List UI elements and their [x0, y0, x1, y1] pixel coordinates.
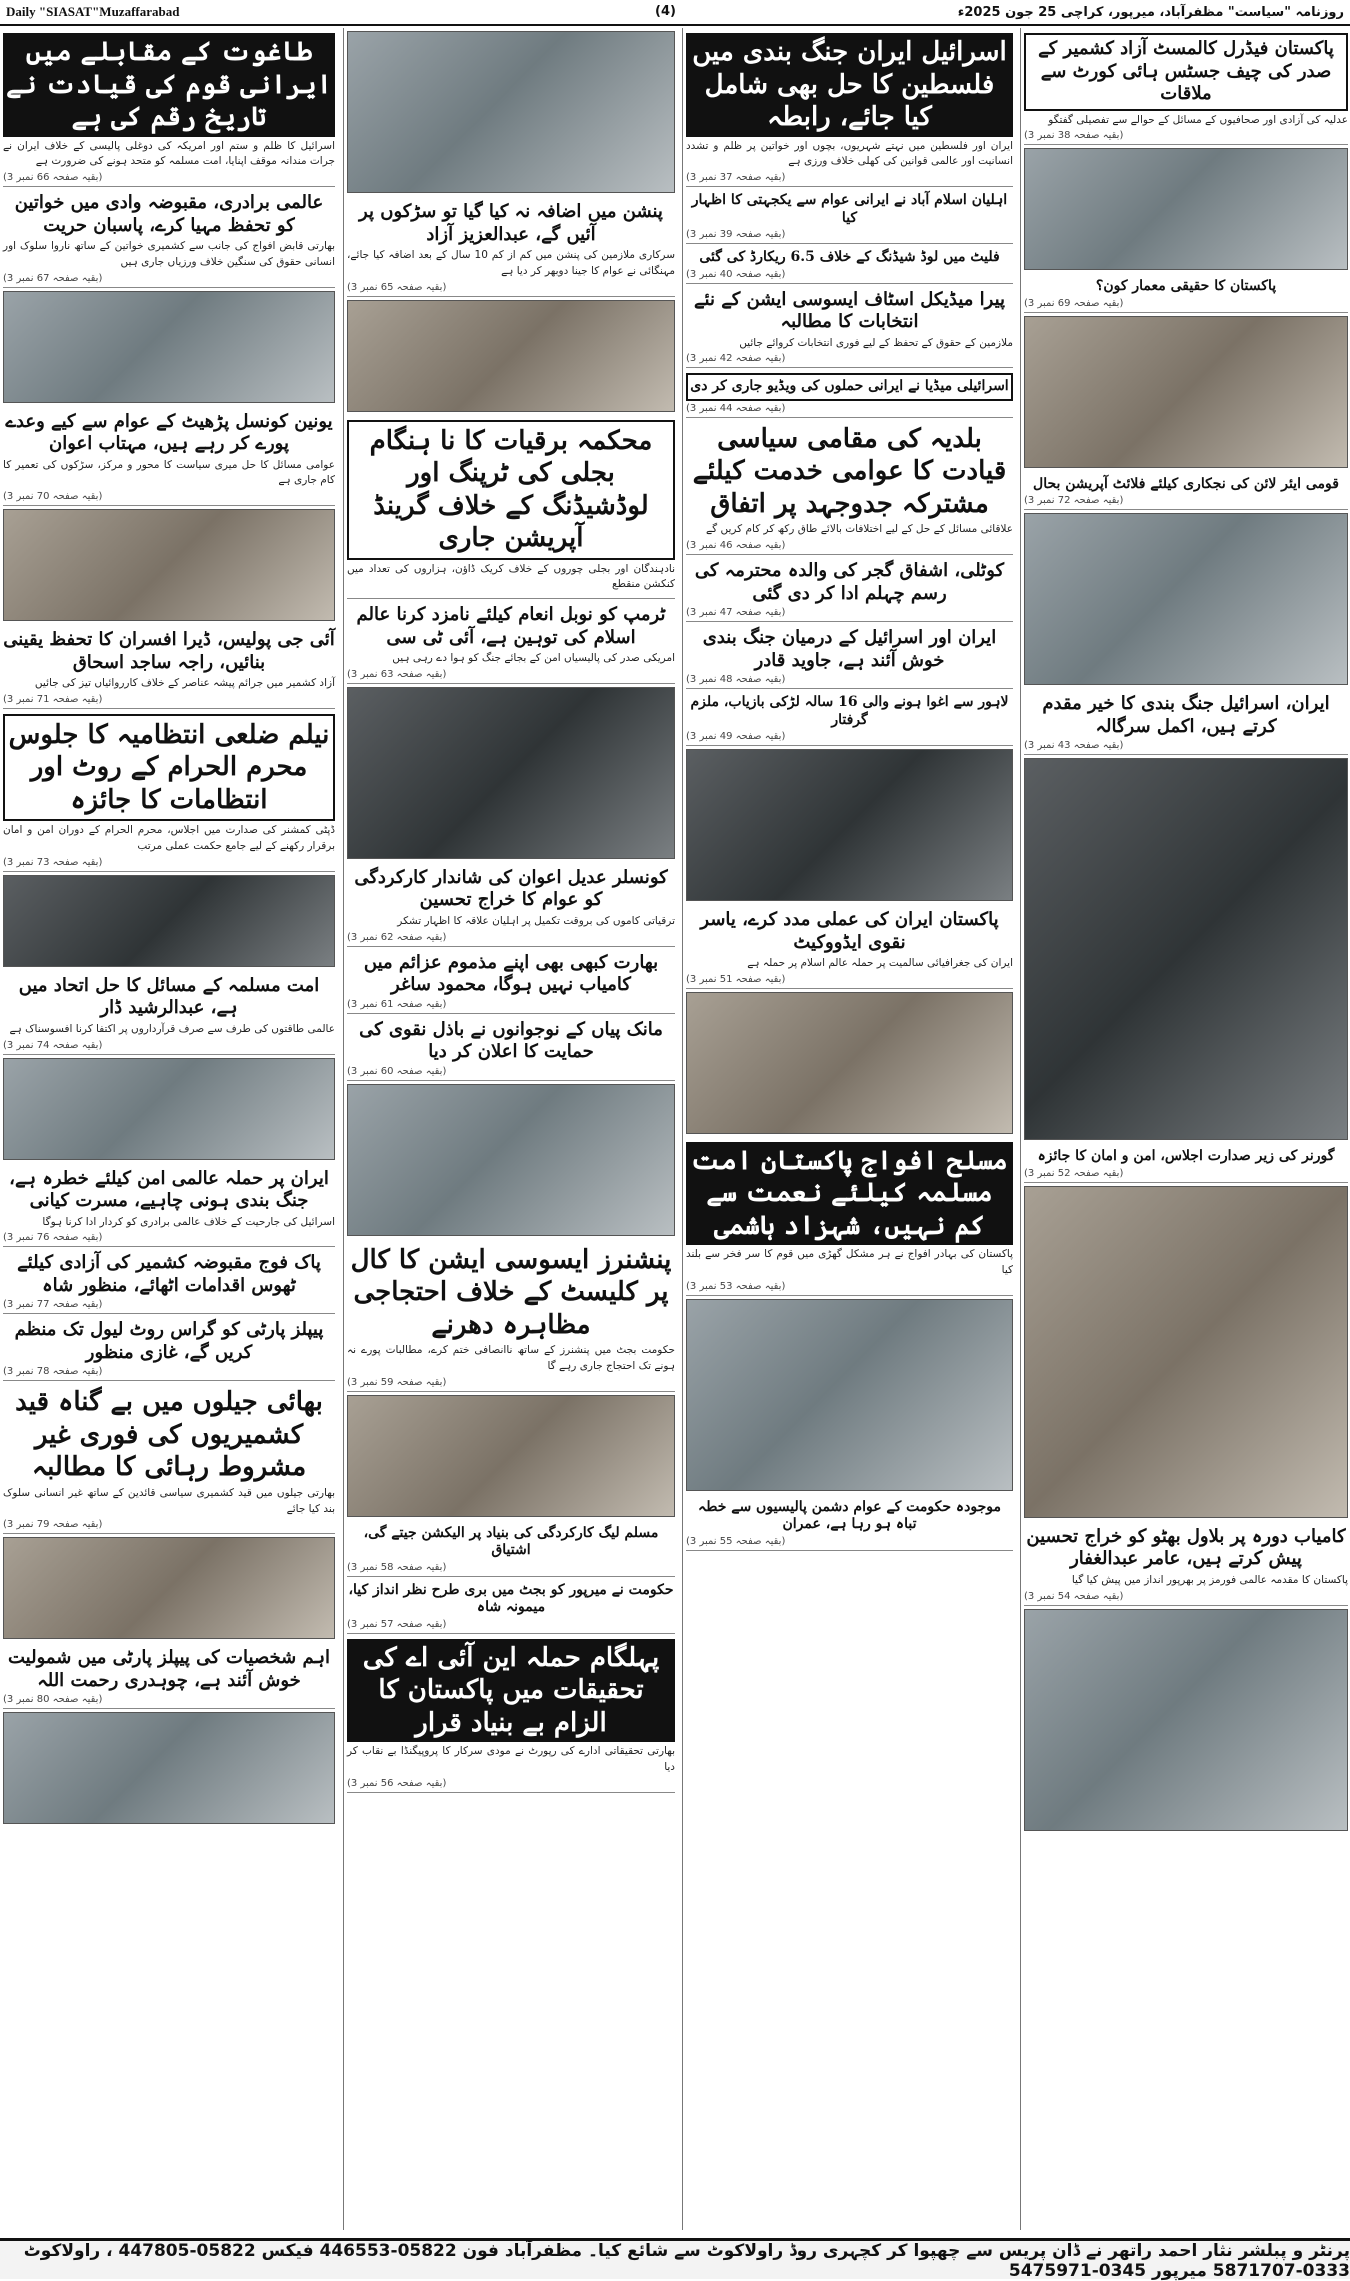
news-photo: [347, 687, 675, 859]
article: [3, 1314, 335, 1381]
headline: کوٹلی، اشفاق گجر کی والدہ محترمہ کی رسم چہلم ادا کر دی گئی: [694, 560, 1005, 604]
page-number: (4): [655, 4, 676, 19]
headline: ایران اور اسرائیل کے درمیان جنگ بندی خوش آئند ہے، جاوید قادر: [702, 627, 997, 671]
article: [1024, 688, 1348, 755]
news-photo: [3, 875, 335, 967]
article: [1024, 28, 1348, 145]
headline: مانک پیاں کے نوجوانوں نے باذل نقوی کی حمایت کا اعلان کر دیا: [359, 1018, 663, 1062]
continued-note: (بقیہ صفحہ 66 نمبر 3): [3, 172, 103, 183]
continued-note: (بقیہ صفحہ 46 نمبر 3): [686, 540, 786, 551]
article: [686, 418, 1013, 555]
headline: پیپلز پارٹی کو گراس روٹ لیول تک منظم کریں گے، غازی منظور: [14, 1319, 324, 1363]
footer-text: پرنٹر و پبلشر نثار احمد راتھر نے ڈان پریس سے چھپوا کر کچہری روڈ راولاکوٹ سے شائع کیا۔ مظفرآباد فون 05822-446553 فیکس 05822-447805 ، راولاکوٹ 0333-5871707 میرپور 0345-5475971: [23, 2240, 1350, 2281]
headline: ایران پر حملہ عالمی امن کیلئے خطرہ ہے، جنگ بندی ہونی چاہیے، مسرت کیانی: [9, 1167, 329, 1211]
article: [686, 1137, 1013, 1296]
headline: فلیٹ میں لوڈ شیڈنگ کے خلاف 6.5 ریکارڈ کی گئی: [699, 249, 1000, 265]
headline: پنشنرز ایسوسی ایشن کا کال پر کلیسٹ کے خلاف احتجاجی مظاہرہ دھرنے: [350, 1244, 672, 1340]
headline: پہلگام حملہ این آئی اے کی تحقیقات میں پاکستان کا الزام بے بنیاد قرار: [347, 1639, 675, 1743]
headline: آئی جی پولیس، ڈیرا افسران کا تحفظ یقینی بنائیں، راجہ ساجد اسحاق: [3, 629, 335, 673]
headline: حکومت نے میرپور کو بجٹ میں بری طرح نظر انداز کیا، میمونہ شاہ: [348, 1581, 674, 1615]
continued-note: (بقیہ صفحہ 38 نمبر 3): [1024, 130, 1124, 142]
headline: اسرائیلی میڈیا نے ایرانی حملوں کی ویڈیو جاری کر دی: [686, 373, 1013, 401]
article: [347, 1520, 675, 1577]
column-2: [343, 28, 678, 2230]
headline: یونین کونسل پڑھیٹ کے عوام سے کیے وعدے پورے کر رہے ہیں، مہتاب اعوان: [5, 410, 333, 454]
headline: اسرائیل ایران جنگ بندی میں فلسطین کا حل بھی شامل کیا جائے، رابطہ: [686, 33, 1013, 137]
article: [3, 406, 335, 507]
continued-note: (بقیہ صفحہ 54 نمبر 3): [1024, 1590, 1124, 1602]
article-body: ملازمین کے حقوق کے تحفظ کے لیے فوری انتخابات کروائے جائیں: [739, 336, 1013, 349]
news-photo: [1024, 1609, 1348, 1831]
article-body: بھارتی جیلوں میں قید کشمیری سیاسی قائدین کے ساتھ غیر انسانی سلوک بند کیا جائے: [3, 1486, 335, 1515]
article-body: بھارتی قابض افواج کی جانب سے کشمیری خواتین کے ساتھ ناروا سلوک اور انسانی حقوق کی سنگین خلاف ورزیاں جاری ہیں: [3, 240, 335, 268]
masthead-urdu-date: روزنامہ "سیاست" مظفرآباد، میرپور، کراچی 25 جون 2025ء: [957, 4, 1344, 20]
news-photo: [347, 1395, 675, 1517]
article: [347, 862, 675, 947]
continued-note: (بقیہ صفحہ 76 نمبر 3): [3, 1232, 103, 1244]
headline: موجودہ حکومت کے عوام دشمن پالیسیوں سے خطہ تباہ ہو رہا ہے، عمران: [698, 1498, 1001, 1533]
news-photo: [347, 1084, 675, 1236]
article: [347, 599, 675, 684]
continued-note: (بقیہ صفحہ 72 نمبر 3): [1024, 495, 1124, 507]
article-body: ڈپٹی کمشنر کی صدارت میں اجلاس، محرم الحرام کے دوران امن و امان برقرار رکھنے کے لیے جامع حکمت عملی مرتب: [3, 824, 335, 852]
continued-note: (بقیہ صفحہ 74 نمبر 3): [3, 1039, 103, 1051]
article: [686, 622, 1013, 689]
news-photo: [1024, 513, 1348, 685]
headline: محکمہ برقیات کا نا ہنگام بجلی کی ٹرپنگ اور لوڈشیڈنگ کے خلاف گرینڈ آپریشن جاری: [347, 420, 675, 560]
news-photo: [1024, 148, 1348, 270]
continued-note: (بقیہ صفحہ 39 نمبر 3): [686, 229, 786, 240]
article-body: اسرائیل کا ظلم و ستم اور امریکہ کی دوغلی پالیسی کے خلاف ایران نے جرات مندانہ موقف اپنایا، امت مسلمہ کو متحد ہونے کی ضرورت ہے: [3, 139, 335, 168]
article-body: عوامی مسائل کا حل میری سیاست کا محور و مرکز، سڑکوں کی تعمیر کا کام جاری ہے: [3, 458, 335, 487]
article: [347, 415, 675, 600]
article-body: ایران اور فلسطین میں نہتے شہریوں، بچوں اور خواتین پر ظلم و تشدد انسانیت اور عالمی قوانین کی کھلی خلاف ورزی ہے: [686, 139, 1013, 168]
article-body: حکومت بجٹ میں پنشنرز کے ساتھ ناانصافی ختم کرے، مطالبات پورے نہ ہونے تک احتجاج جاری رہے گا: [347, 1344, 675, 1372]
headline: ایران، اسرائیل جنگ بندی کا خیر مقدم کرتے ہیں، اکمل سرگالہ: [1042, 693, 1330, 737]
article: [3, 1247, 335, 1314]
article-body: عالمی طاقتوں کی طرف سے صرف قرآرداروں پر اکتفا کرنا افسوسناک ہے: [9, 1022, 335, 1035]
continued-note: (بقیہ صفحہ 55 نمبر 3): [686, 1535, 786, 1547]
article-body: اسرائیل کی جارحیت کے خلاف عالمی برادری کو کردار ادا کرنا ہوگا: [42, 1215, 335, 1228]
article-body: بھارتی تحقیقاتی ادارے کی رپورٹ نے مودی سرکار کا پروپیگنڈا بے نقاب کر دیا: [347, 1745, 675, 1773]
continued-note: (بقیہ صفحہ 53 نمبر 3): [686, 1280, 786, 1292]
news-photo: [3, 1537, 335, 1639]
news-photo: [1024, 758, 1348, 1140]
headline: لاہور سے اغوا ہونے والی 16 سالہ لڑکی بازیاب، ملزم گرفتار: [690, 694, 1009, 728]
continued-note: (بقیہ صفحہ 40 نمبر 3): [686, 268, 786, 280]
news-photo: [347, 31, 675, 193]
article-body: علاقائی مسائل کے حل کے لیے اختلافات بالائے طاق رکھ کر کام کریں گے: [705, 523, 1013, 536]
article: [1024, 1521, 1348, 1606]
continued-note: (بقیہ صفحہ 58 نمبر 3): [347, 1561, 447, 1573]
masthead-english-title: Daily "SIASAT"Muzaffarabad: [6, 4, 180, 19]
article: [3, 1163, 335, 1248]
continued-note: (بقیہ صفحہ 71 نمبر 3): [3, 693, 103, 705]
headline: طاغوت کے مقابلے میں ایرانی قوم کی قیادت نے تاریخ رقم کی ہے: [3, 33, 335, 137]
continued-note: (بقیہ صفحہ 43 نمبر 3): [1024, 740, 1124, 752]
article: [1024, 471, 1348, 511]
continued-note: (بقیہ صفحہ 65 نمبر 3): [347, 281, 447, 293]
article: [347, 947, 675, 1014]
article: [347, 1634, 675, 1793]
headline: قومی ایئر لائن کی نجکاری کیلئے فلائٹ آپریشن بحال: [1033, 475, 1339, 492]
article: [347, 1014, 675, 1081]
continued-note: (بقیہ صفحہ 73 نمبر 3): [3, 856, 103, 868]
continued-note: (بقیہ صفحہ 37 نمبر 3): [686, 172, 786, 183]
headline: پیرا میڈیکل اسٹاف ایسوسی ایشن کے نئے انتخابات کا مطالبہ: [693, 288, 1006, 332]
headline: اہلیان اسلام آباد نے ایرانی عوام سے یکجہتی کا اظہار کیا: [691, 192, 1008, 226]
headline: اہم شخصیات کی پیپلز پارٹی میں شمولیت خوش آئند ہے، چوہدری رحمت اللہ: [8, 1647, 330, 1691]
headline: کامیاب دورہ پر بلاول بھٹو کو خراج تحسین پیش کرتے ہیں، عامر عبدالغفار: [1026, 1525, 1346, 1570]
article: [686, 555, 1013, 622]
article: [3, 624, 335, 709]
article: [3, 970, 335, 1055]
news-photo: [686, 1299, 1013, 1491]
continued-note: (بقیہ صفحہ 47 نمبر 3): [686, 607, 786, 618]
headline: امت مسلمہ کے مسائل کا حل اتحاد میں ہے، عبدالرشید ڈار: [18, 974, 320, 1019]
headline: پاک فوج مقبوضہ کشمیر کی آزادی کیلئے ٹھوس اقدامات اٹھائے، منظور شاہ: [17, 1252, 321, 1296]
news-photo: [686, 749, 1013, 901]
article: [3, 709, 335, 872]
news-photo: [686, 992, 1013, 1134]
headline: مسلم لیگ کارکردگی کی بنیاد پر الیکشن جیتے گی، اشتیاق: [363, 1524, 659, 1558]
column-1: [0, 28, 338, 2230]
headline: ٹرمپ کو نوبل انعام کیلئے نامزد کرنا عالم اسلام کی توہین ہے، آئی ٹی سی: [356, 604, 666, 648]
continued-note: (بقیہ صفحہ 62 نمبر 3): [347, 931, 447, 943]
article-body: ترقیاتی کاموں کی بروقت تکمیل پر اہلیان علاقہ کا اظہار تشکر: [397, 914, 675, 927]
continued-note: (بقیہ صفحہ 48 نمبر 3): [686, 674, 786, 685]
headline: بلدیہ کی مقامی سیاسی قیادت کا عوامی خدمت کیلئے مشترکہ جدوجہد پر اتفاق: [692, 423, 1007, 519]
continued-note: (بقیہ صفحہ 49 نمبر 3): [686, 731, 786, 742]
continued-note: (بقیہ صفحہ 67 نمبر 3): [3, 272, 103, 284]
article: [686, 244, 1013, 284]
continued-note: (بقیہ صفحہ 42 نمبر 3): [686, 353, 786, 365]
news-photo: [347, 300, 675, 412]
continued-note: (بقیہ صفحہ 56 نمبر 3): [347, 1777, 447, 1789]
article: [347, 196, 675, 297]
continued-note: (بقیہ صفحہ 63 نمبر 3): [347, 668, 447, 680]
article: [3, 187, 335, 288]
continued-note: (بقیہ صفحہ 60 نمبر 3): [347, 1065, 447, 1077]
headline: پاکستان فیڈرل کالمسٹ آزاد کشمیر کے صدر کی چیف جسٹس ہائی کورٹ سے ملاقات: [1024, 33, 1348, 111]
article: [686, 1494, 1013, 1551]
news-photo: [1024, 316, 1348, 468]
article: [3, 28, 335, 187]
continued-note: (بقیہ صفحہ 79 نمبر 3): [3, 1519, 103, 1531]
article: [686, 904, 1013, 989]
headline: بھائی جیلوں میں بے گناہ قید کشمیریوں کی فوری غیر مشروط رہائی کا مطالبہ: [15, 1387, 323, 1483]
continued-note: (بقیہ صفحہ 80 نمبر 3): [3, 1694, 103, 1706]
news-photo: [3, 291, 335, 403]
news-photo: [1024, 1186, 1348, 1518]
headline: پاکستان ایران کی عملی مدد کرے، یاسر نقوی ایڈووکیٹ: [700, 909, 999, 953]
article-body: آزاد کشمیر میں جرائم پیشہ عناصر کے خلاف کارروائیاں تیز کی جائیں: [34, 677, 335, 689]
article: [1024, 273, 1348, 313]
headline: مسلح افواج پاکستان امت مسلمہ کیلئے نعمت سے کم نہیں، شہزاد ہاشمی: [686, 1142, 1013, 1246]
headline: پنشن میں اضافہ نہ کیا گیا تو سڑکوں پر آئیں گے، عبدالعزیز آزاد: [359, 201, 663, 245]
article: [3, 1642, 335, 1709]
headline: پاکستان کا حقیقی معمار کون؟: [1095, 278, 1277, 295]
continued-note: (بقیہ صفحہ 70 نمبر 3): [3, 491, 103, 502]
article-body: سرکاری ملازمین کی پنشن میں کم از کم 10 سال کے بعد اضافہ کیا جائے، مہنگائی نے عوام کا جینا دوبھر کر دیا ہے: [347, 249, 675, 277]
article: [686, 689, 1013, 746]
continued-note: (بقیہ صفحہ 59 نمبر 3): [347, 1376, 447, 1388]
article: [347, 1577, 675, 1634]
news-photo: [3, 1058, 335, 1160]
article: [686, 28, 1013, 187]
continued-note: (بقیہ صفحہ 78 نمبر 3): [3, 1366, 103, 1378]
article: [3, 1381, 335, 1534]
publisher-footer: [0, 2238, 1350, 2279]
article-body: عدلیہ کی آزادی اور صحافیوں کے مسائل کے حوالے سے تفصیلی گفتگو: [1048, 113, 1348, 126]
column-3: [682, 28, 1016, 2230]
news-photo: [3, 509, 335, 621]
continued-note: (بقیہ صفحہ 52 نمبر 3): [1024, 1167, 1124, 1179]
continued-note: (بقیہ صفحہ 61 نمبر 3): [347, 998, 447, 1010]
continued-note: (بقیہ صفحہ 51 نمبر 3): [686, 973, 786, 985]
article: [347, 1239, 675, 1392]
continued-note: (بقیہ صفحہ 77 نمبر 3): [3, 1299, 103, 1311]
article-body: پاکستان کی بہادر افواج نے ہر مشکل گھڑی میں قوم کا سر فخر سے بلند کیا: [686, 1248, 1013, 1276]
article-body: نادہندگان اور بجلی چوروں کے خلاف کریک ڈاؤن، ہزاروں کی تعداد میں کنکشن منقطع: [347, 562, 675, 591]
headline: گورنر کی زیر صدارت اجلاس، امن و امان کا جائزہ: [1037, 1148, 1335, 1165]
news-photo: [3, 1712, 335, 1824]
headline: کونسلر عدیل اعوان کی شاندار کارکردگی کو عوام کا خراج تحسین: [354, 866, 668, 911]
headline: نیلم ضلعی انتظامیہ کا جلوس محرم الحرام کے روٹ اور انتظامات کا جائزہ: [3, 714, 335, 822]
headline: بھارت کبھی بھی اپنے مذموم عزائم میں کامیاب نہیں ہوگا، محمود ساغر: [363, 951, 659, 995]
article: [686, 368, 1013, 418]
column-4: [1020, 28, 1350, 2230]
continued-note: (بقیہ صفحہ 44 نمبر 3): [686, 402, 786, 414]
article: [686, 187, 1013, 244]
headline: عالمی برادری، مقبوضہ وادی میں خواتین کو تحفظ مہیا کرے، پاسبان حریت: [14, 192, 324, 236]
article-body: امریکی صدر کی پالیسیاں امن کے بجائے جنگ کو ہوا دے رہی ہیں: [392, 652, 675, 664]
article-body: پاکستان کا مقدمہ عالمی فورمز پر بھرپور انداز میں پیش کیا گیا: [1071, 1573, 1348, 1586]
article: [686, 284, 1013, 369]
article-body: ایران کی جغرافیائی سالمیت پر حملہ عالم اسلام پر حملہ ہے: [747, 957, 1013, 969]
article: [1024, 1143, 1348, 1183]
continued-note: (بقیہ صفحہ 69 نمبر 3): [1024, 297, 1124, 309]
continued-note: (بقیہ صفحہ 57 نمبر 3): [347, 1618, 447, 1630]
